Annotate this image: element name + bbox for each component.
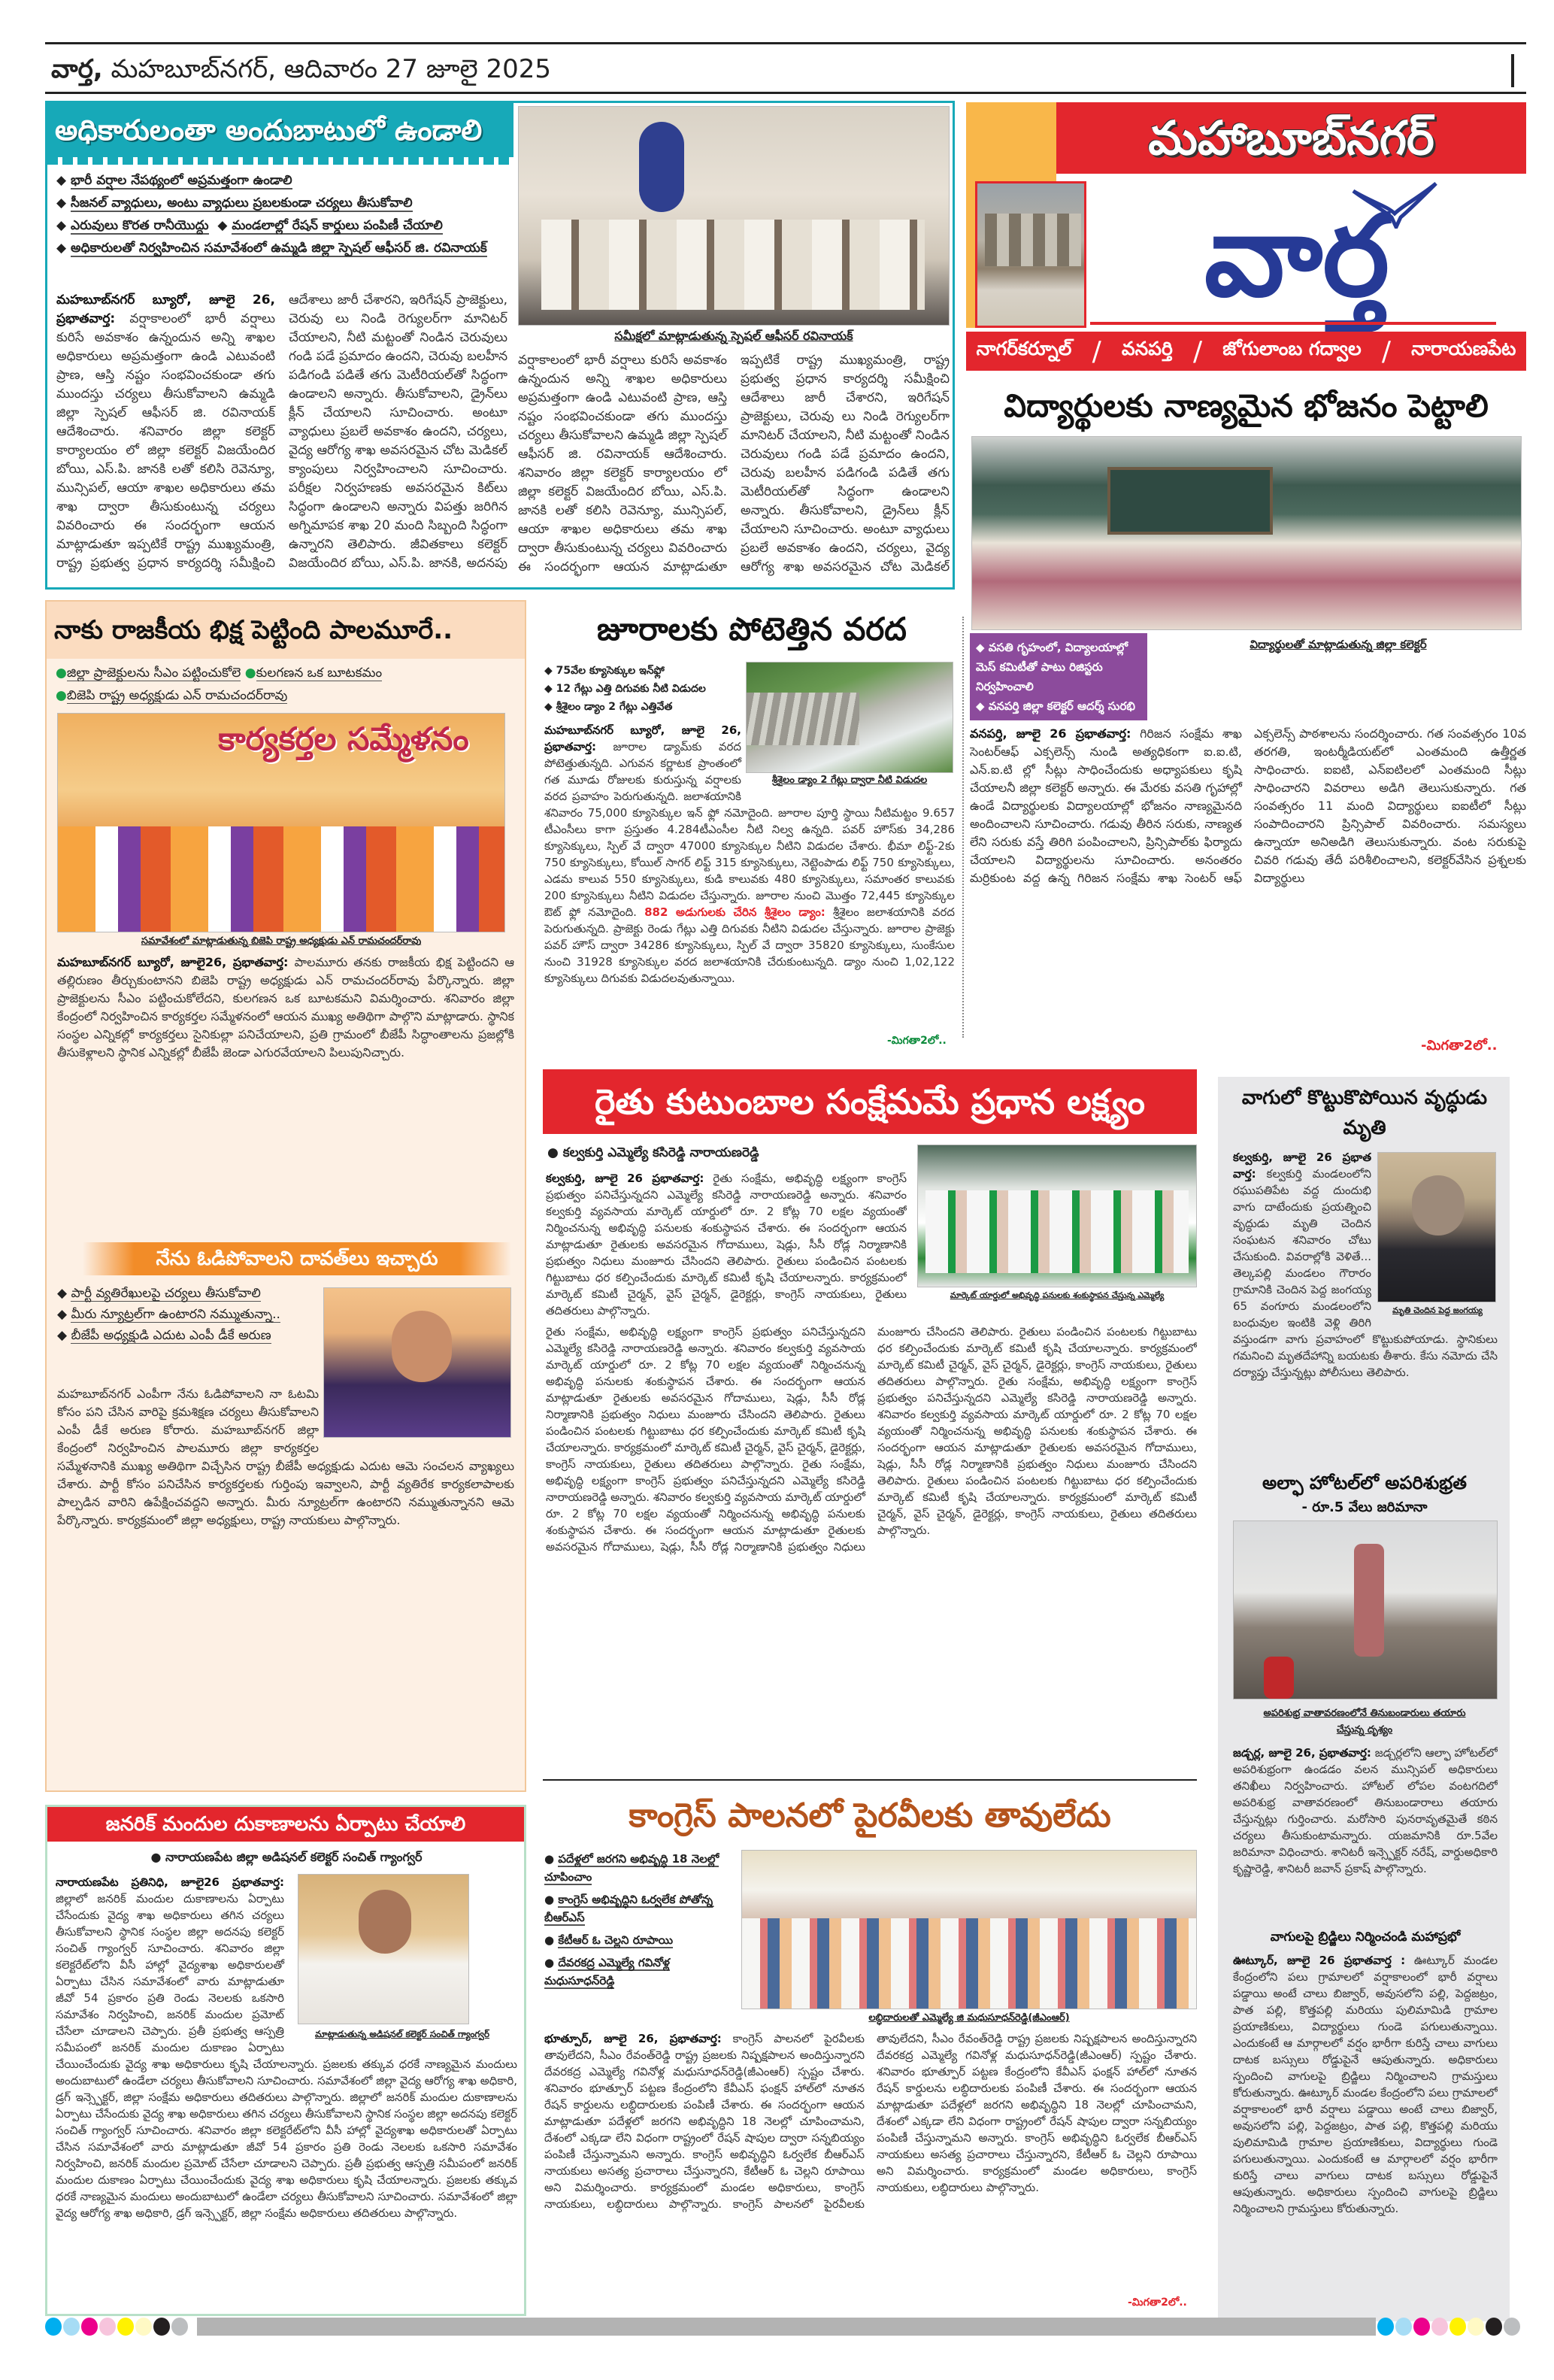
story10-banner bbox=[47, 1807, 524, 1842]
registration-dot bbox=[63, 2318, 80, 2336]
registration-dot bbox=[1431, 2318, 1448, 2336]
district-wanaparthy: వనపర్తి bbox=[1121, 338, 1173, 359]
top-rule bbox=[45, 42, 1526, 44]
story1-bullets bbox=[56, 169, 507, 259]
registration-dot bbox=[45, 2318, 62, 2336]
story7-body: కల్వకుర్తి, జూలై 26 ప్రభాత వార్త: కల్వకుర్తి మండలంలోని రఘుపతిపేట వద్ద దుందుభి వాగు దాటేందుకు ప్రయత్నించి వృద్ధుడు మృతి చెందిన సంఘటన శనివారం చోటు చేసుకుంది. వివరాల్లోకి వెళితే... తెల్కపల్లి మండలం గౌరారం గ్రామానికి చెందిన పెద్ద జంగయ్య 65 వంగూరు మండలంలోని బంధువుల ఇంటికి వెళ్లి తిరిగి వస్తుండగా వాగు ప్రవాహంలో కొట్టుకుపోయాడు. స్థానికులు గమనించి మృతదేహాన్ని బయటకు తీశారు. కేసు నమోదు చేసి దర్యాప్తు చేస్తున్నట్లు పోలీసులు తెలిపారు. bbox=[1233, 1151, 1498, 1379]
story7-headline: వాగులో కొట్టుకొపోయిన వృద్ధుడు మృతి bbox=[1241, 1087, 1488, 1139]
story4-banner bbox=[83, 1242, 511, 1275]
registration-dot bbox=[1504, 2318, 1520, 2336]
story11-headline: కాంగ్రెస్ పాలనలో పైరవీలకు తావులేదు bbox=[629, 1796, 1111, 1835]
people-row bbox=[58, 826, 505, 932]
story1-body-cont: వర్షాకాలంలో భారీ వర్షాలు కురిసే అవకాశం ఉన్నందున అన్ని శాఖల అధికారులు అప్రమత్తంగా ఉండి ఎటువంటి ప్రాణ, ఆస్తి నష్టం సంభవించకుండా తగు ముందస్తు చర్యలు తీసుకోవాలని ఉమ్మడి జిల్లా స్పెషల్ ఆఫీసర్ జి. రవినాయక్ ఆదేశించారు. శనివారం జిల్లా కలెక్టర్ కార్యాలయం లో జిల్లా కలెక్టర్ విజయేందిర బోయి, ఎస్.పి. జానకి లతో కలిసి రెవెన్యూ, మున్సిపల్, ఆయా శాఖల అధికారులు తమ శాఖ ద్వారా తీసుకుంటున్న చర్యలు వివరించారు ఈ సందర్భంగా ఆయన మాట్లాడుతూ ఇప్పటికే రాష్ట్ర ముఖ్యమంత్రి, రాష్ట్ర ప్రభుత్వ ప్రధాన కార్యదర్శి సమీక్షించి ఆదేశాలు జారీ చేశారని, ఇరిగేషన్ ప్రాజెక్టులు, చెరువు లు నిండి రెగ్యులర్‌గా మానిటర్ చేయాలని, నీటి మట్టంతో నిండిన చెరువులు గండి పడే ప్రమాదం ఉందని, చెరువు బలహీన పడిగండి పడితే తగు మెటీరియల్‌తో సిద్ధంగా ఉండాలని అన్నారు. తీసుకోవాలని, డ్రైన్‌లు క్లీన్ చేయాలని సూచించారు. అంటూ వ్యాధులు ప్రబలే అవకాశం ఉందని, చర్యలు, వైద్య ఆరోగ్య శాఖ అవసరమైన చోట మెడికల్ bbox=[518, 353, 950, 575]
bullet: ◆ మీరు న్యూట్రల్‌గా ఉంటారని నమ్ముతున్నా.. bbox=[57, 1307, 280, 1322]
story5-bullets bbox=[544, 662, 740, 716]
float-spacer bbox=[284, 1874, 517, 2047]
district-nagarkurnool: నాగర్‌కర్నూల్ bbox=[976, 338, 1072, 359]
bullet: ● కాంగ్రెస్ అభివృద్ధిని ఓర్వలేక పోతోన్న బీఆర్ఎస్ bbox=[544, 1893, 713, 1924]
story3-body: మహబూబ్‌నగర్ బ్యూరో, జూలై26, ప్రభాతవార్త: పాలమూరు తనకు రాజకీయ భిక్ష పెట్టిందని ఆ తల్లిరుణం తీర్చుకుంటానని బిజెపి రాష్ట్ర అధ్యక్షుడు ఎన్ రామచందర్‌రావు పేర్కొన్నారు. జిల్లా ప్రాజెక్టులను సీఎం పట్టించుకోలేదని, కులగణన ఒక బూటకమని విమర్శించారు. శనివారం జిల్లా కేంద్రంలో నిర్వహించిన కార్యకర్తల సమ్మేళనంలో ఆయన ముఖ్య అతిథిగా పాల్గొని మాట్లాడారు. స్థానిక సంస్థల ఎన్నికల్లో కార్యకర్తలు సైనికుల్లా పనిచేయాలని, ప్రతి గ్రామంలో బీజేపీ సిద్ధాంతాలను ప్రజల్లోకి తీసుకెళ్లాలని స్థానిక ఎన్నికల్లో బీజేపీ జెండా ఎగురవేయాలని పిలుపునిచ్చారు. bbox=[57, 955, 514, 1060]
person-face bbox=[392, 1311, 452, 1382]
registration-marks-left bbox=[45, 2318, 188, 2336]
bullet: ◆ 75వేల క్యూసెక్కుల ఇన్‌ఫ్లో bbox=[544, 665, 665, 677]
masthead bbox=[966, 102, 1526, 378]
bullet: ◆ పార్టీ వ్యతిరేఖులపై చర్యలు తీసుకోవాలి bbox=[57, 1286, 261, 1301]
market-yard-photo bbox=[917, 1145, 1197, 1287]
masthead-red-band bbox=[1056, 102, 1526, 174]
story6-caption: మార్కెట్ యార్డులో అభివృద్ధి పనులకు శంకుస్థాపన చేస్తున్న ఎమ్మెల్యే bbox=[950, 1290, 1165, 1300]
beneficiaries-photo bbox=[741, 1850, 1197, 2009]
story9-headline: వాగులపై బ్రిడ్జిలు నిర్మించండి మహాప్రభో bbox=[1270, 1930, 1461, 1945]
folio-rule bbox=[45, 92, 1526, 94]
folio-paper: వార్త, bbox=[51, 54, 103, 84]
story11-continued[interactable]: -మిగతా2లో.. bbox=[1128, 2297, 1187, 2309]
registration-dot bbox=[1413, 2318, 1430, 2336]
registration-dot bbox=[99, 2318, 116, 2336]
registration-marks-right bbox=[1377, 2318, 1520, 2336]
bullet: ◆ వసతి గృహంలో, విద్యాలయాల్లో మెస్ కమిటీతో పాటు రిజిస్టరు నిర్వహించాలి bbox=[976, 641, 1128, 693]
telangana-logo bbox=[639, 122, 684, 212]
bullet: ● పదేళ్లలో జరగని అభివృద్ధి 18 నెలల్లో చూపించాం bbox=[544, 1852, 719, 1884]
story3-headline: నాకు రాజకీయ భిక్ష పెట్టింది పాలమూరే.. bbox=[47, 602, 525, 659]
story11-body: భూత్పూర్, జూలై 26, ప్రభాతవార్త: కాంగ్రెస్ పాలనలో పైరవీలకు తావులేదని, సీఎం రేవంత్‌రెడ్డి రాష్ట్ర ప్రజలకు నిష్పక్షపాలన అందిస్తున్నారని దేవరకద్ర ఎమ్మెల్యే గవినోళ్ల మధుసూధన్‌రెడ్డి(జీఎంఆర్) స్పష్టం చేశారు. శనివారం భూత్పూర్ పట్టణ కేంద్రంలోని కేవీఎస్ ఫంక్షన్ హాల్‌లో నూతన రేషన్ కార్డులను లబ్ధిదారులకు పంపిణీ చేశారు. ఈ సందర్భంగా ఆయన మాట్లాడుతూ పదేళ్లలో జరగని అభివృద్ధిని 18 నెలల్లో చూపించామని, దేశంలో ఎక్కడా లేని విధంగా రాష్ట్రంలో రేషన్ షాపుల ద్వారా సన్నబియ్యం పంపిణీ చేస్తున్నామని అన్నారు. కాంగ్రెస్ అభివృద్ధిని ఓర్వలేక బీఆర్ఎస్ నాయకులు అసత్య ప్రచారాలు చేస్తున్నారని, కేటీఆర్ ఓ చెల్లని రూపాయి అని విమర్శించారు. కార్యక్రమంలో మండల అధికారులు, కాంగ్రెస్ నాయకులు, లబ్ధిదారులు పాల్గొన్నారు. కాంగ్రెస్ పాలనలో పైరవీలకు తావులేదని, సీఎం రేవంత్‌రెడ్డి రాష్ట్ర ప్రజలకు నిష్పక్షపాలన అందిస్తున్నారని దేవరకద్ర ఎమ్మెల్యే గవినోళ్ల మధుసూధన్‌రెడ్డి(జీఎంఆర్) స్పష్టం చేశారు. శనివారం భూత్పూర్ పట్టణ కేంద్రంలోని కేవీఎస్ ఫంక్షన్ హాల్‌లో నూతన రేషన్ కార్డులను లబ్ధిదారులకు పంపిణీ చేశారు. ఈ సందర్భంగా ఆయన మాట్లాడుతూ పదేళ్లలో జరగని అభివృద్ధిని 18 నెలల్లో చూపించామని, దేశంలో ఎక్కడా లేని విధంగా రాష్ట్రంలో రేషన్ షాపుల ద్వారా సన్నబియ్యం పంపిణీ చేస్తున్నామని అన్నారు. కాంగ్రెస్ అభివృద్ధిని ఓర్వలేక బీఆర్ఎస్ నాయకులు అసత్య ప్రచారాలు చేస్తున్నారని, కేటీఆర్ ఓ చెల్లని రూపాయి అని విమర్శించారు. కార్యక్రమంలో మండల అధికారులు, కాంగ్రెస్ నాయకులు, లబ్ధిదారులు పాల్గొన్నారు. bbox=[544, 2032, 1197, 2211]
headline-scallop bbox=[47, 157, 513, 165]
story10-caption: మాట్లాడుతున్న అడిషనల్ కలెక్టర్ సంచిత్ గ్యాంగ్వర్ bbox=[315, 2029, 489, 2039]
story1-caption: సమీక్షలో మాట్లాడుతున్న స్పెషల్ ఆఫీసర్ రవినాయక్ bbox=[614, 329, 853, 343]
story6-bullets bbox=[547, 1141, 908, 1164]
bullet: ● నారాయణపేట జిల్లా అడిషనల్ కలెక్టర్ సంచిత్ గ్యాంగ్వర్ bbox=[150, 1850, 423, 1864]
story2-continued[interactable]: -మిగతా2లో.. bbox=[1421, 1038, 1498, 1054]
masthead-city: మహాబూబ్‌నగర్ bbox=[1148, 111, 1434, 165]
bullet: ●బిజెపి రాష్ట్ర అధ్యక్షుడు ఎన్ రామచందర్‌రావు bbox=[56, 688, 288, 703]
district-narayanpet: నారాయణపేట bbox=[1411, 338, 1516, 359]
registration-dot bbox=[171, 2318, 188, 2336]
bullet: ● దేవరకద్ర ఎమ్మెల్యే గవినోళ్ల మధుసూధన్‌రెడ్డి bbox=[544, 1956, 670, 1987]
page-marker bbox=[1511, 54, 1514, 87]
registration-dot bbox=[1377, 2318, 1394, 2336]
float-spacer bbox=[1371, 1149, 1498, 1322]
story3-caption: సమావేశంలో మాట్లాడుతున్న బిజెపి రాష్ట్ర అధ్యక్షుడు ఎన్ రామచందర్‌రావు bbox=[141, 935, 422, 947]
bullet: ◆ అధికారులతో నిర్వహించిన సమావేశంలో ఉమ్మడి జిల్లా స్పెషల్ ఆఫీసర్ జి. రవినాయక్ bbox=[56, 241, 487, 256]
story1-body: మహబూబ్‌నగర్ బ్యూరో, జూలై 26, ప్రభాతవార్త: వర్షాకాలంలో భారీ వర్షాలు కురిసే అవకాశం ఉన్నందున అన్ని శాఖల అధికారులు అప్రమత్తంగా ఉండి ఎటువంటి ప్రాణ, ఆస్తి నష్టం సంభవించకుండా తగు ముందస్తు చర్యలు తీసుకోవాలని ఉమ్మడి జిల్లా స్పెషల్ ఆఫీసర్ జి. రవినాయక్ ఆదేశించారు. శనివారం జిల్లా కలెక్టర్ కార్యాలయం లో జిల్లా కలెక్టర్ విజయేందిర బోయి, ఎస్.పి. జానకి లతో కలిసి రెవెన్యూ, మున్సిపల్, ఆయా శాఖల అధికారులు తమ శాఖ ద్వారా తీసుకుంటున్న చర్యలు వివరించారు ఈ సందర్భంగా ఆయన మాట్లాడుతూ ఇప్పటికే రాష్ట్ర ముఖ్యమంత్రి, రాష్ట్ర ప్రభుత్వ ప్రధాన కార్యదర్శి సమీక్షించి ఆదేశాలు జారీ చేశారని, ఇరిగేషన్ ప్రాజెక్టులు, చెరువు లు నిండి రెగ్యులర్‌గా మానిటర్ చేయాలని, నీటి మట్టంతో నిండిన చెరువులు గండి పడే ప్రమాదం ఉందని, చెరువు బలహీన పడిగండి పడితే తగు మెటీరియల్‌తో సిద్ధంగా ఉండాలని అన్నారు. తీసుకోవాలని, డ్రైన్‌లు క్లీన్ చేయాలని సూచించారు. అంటూ వ్యాధులు ప్రబలే అవకాశం ఉందని, చర్యలు, వైద్య ఆరోగ్య శాఖ అవసరమైన చోట మెడికల్ క్యాంపులు నిర్వహించాలని సూచించారు. పరీక్షల నిర్వహణకు అవసరమైన కిట్‌లు సిద్ధంగా ఉండాలని అన్నారు విపత్తు జరిగిన అగ్నిమాపక శాఖ 20 మంది సిబ్బంది సిద్ధంగా ఉన్నారని తెలిపారు. జీవితకాలు కలెక్టర్ విజయేందిర బోయి, ఎస్.పి. జానకి, అదనపు bbox=[56, 293, 507, 571]
person bbox=[1354, 1544, 1384, 1657]
story10-body: నారాయణపేట ప్రతినిధి, జూలై26 ప్రభాతవార్త: జిల్లాలో జనరిక్ మందుల దుకాణాలను ఏర్పాటు చేసేందుకు వైద్య శాఖ అధికారులు తగిన చర్యలు తీసుకోవాలని స్థానిక సంస్థల జిల్లా అదనపు కలెక్టర్ సంచిత్ గ్యాంగ్వర్ సూచించారు. శనివారం జిల్లా కలెక్టరేట్‌లోని వీసీ హాల్లో వైద్యశాఖ అధికారులతో ఏర్పాటు చేసిన సమావేశంలో వారు మాట్లాడుతూ జీవో 54 ప్రకారం ప్రతి రెండు నెలలకు ఒకసారి సమావేశం నిర్వహించి, జనరిక్ మందుల ప్రమోట్ చేసేలా చూడాలని చెప్పారు. ప్రతీ ప్రభుత్వ ఆస్పత్రి సమీపంలో జనరిక్ మందుల దుకాణం ఏర్పాటు చేయించేందుకు వైద్య శాఖ అధికారులు కృషి చేయాలన్నారు. ప్రజలకు తక్కువ ధరకే నాణ్యమైన మందులు అందుబాటులో ఉండేలా చర్యలు తీసుకోవాలని సూచించారు. సమావేశంలో జిల్లా వైద్య ఆరోగ్య శాఖ అధికారి, డ్రగ్ ఇన్స్పెక్టర్, జిల్లా సంక్షేమ అధికారులు తదితరులు పాల్గొన్నారు. జిల్లాలో జనరిక్ మందుల దుకాణాలను ఏర్పాటు చేసేందుకు వైద్య శాఖ అధికారులు తగిన చర్యలు తీసుకోవాలని స్థానిక సంస్థల జిల్లా అదనపు కలెక్టర్ సంచిత్ గ్యాంగ్వర్ సూచించారు. శనివారం జిల్లా కలెక్టరేట్‌లోని వీసీ హాల్లో వైద్యశాఖ అధికారులతో ఏర్పాటు చేసిన సమావేశంలో వారు మాట్లాడుతూ జీవో 54 ప్రకారం ప్రతి రెండు నెలలకు ఒకసారి సమావేశం నిర్వహించి, జనరిక్ మందుల ప్రమోట్ చేసేలా చూడాలని చెప్పారు. ప్రతీ ప్రభుత్వ ఆస్పత్రి సమీపంలో జనరిక్ మందుల దుకాణం ఏర్పాటు చేయించేందుకు వైద్య శాఖ అధికారులు కృషి చేయాలన్నారు. ప్రజలకు తక్కువ ధరకే నాణ్యమైన మందులు అందుబాటులో ఉండేలా చర్యలు తీసుకోవాలని సూచించారు. సమావేశంలో జిల్లా వైద్య ఆరోగ్య శాఖ అధికారి, డ్రగ్ ఇన్స్పెక్టర్, జిల్లా సంక్షేమ అధికారులు తదితరులు పాల్గొన్నారు. bbox=[56, 1875, 517, 2220]
district-gadwal: జోగులాంబ గద్వాల bbox=[1222, 338, 1362, 359]
story2-headline: విద్యార్థులకు నాణ్యమైన భోజనం పెట్టాలి bbox=[1004, 387, 1489, 424]
story4-body: మహబూబ్‌నగర్ ఎంపీగా నేను ఓడిపోవాలని నా ఓటమి కోసం పని చేసిన వారిపై క్రమశిక్షణ చర్యలు తీసుకోవాలని ఎంపీ డీకే అరుణ కోరారు. మహబూబ్‌నగర్ జిల్లా కేంద్రంలో నిర్వహించిన పాలమూరు జిల్లా కార్యకర్తల సమ్మేళనానికి ముఖ్య అతిథిగా విచ్చేసిన రాష్ట్ర బీజేపీ అధ్యక్షుడు ఎదుట ఆమె సంచలన వ్యాఖ్యలు చేశారు. పార్టీ కోసం పనిచేసిన కార్యకర్తలకు గుర్తింపు ఇవ్వాలని, పార్టీ వ్యతిరేక కార్యకలాపాలకు పాల్పడిన వారిని ఉపేక్షించవద్దని అన్నారు. మీరు న్యూట్రల్‌గా ఉంటారని నమ్ముతున్నానని ఆమె పేర్కొన్నారు. కార్యక్రమంలో జిల్లా అధ్యక్షులు, రాష్ట్ర నాయకులు పాల్గొన్నారు. bbox=[57, 1387, 514, 1527]
story8-caption: అపరిశుభ్ర వాతావరణంలోనే తినుబండారులు తయారు చేస్తున్న దృశ్యం bbox=[1263, 1708, 1466, 1736]
logo-underline bbox=[1090, 322, 1496, 325]
bullet: ◆ సీజనల్ వ్యాధులు, అంటు వ్యాధులు ప్రబలకుండా చర్యలు తీసుకోవాలి bbox=[56, 196, 413, 211]
people-row bbox=[742, 1918, 1197, 2009]
bullet: ● కల్వకుర్తి ఎమ్మెల్యే కసిరెడ్డి నారాయణరెడ్డి bbox=[547, 1145, 759, 1160]
story8-subhead: - రూ.5 వేలు జరిమానా bbox=[1301, 1499, 1428, 1515]
dam-photo bbox=[975, 181, 1086, 328]
story9-body: ఊట్కూర్, జూలై 26 ప్రభాతవార్త : ఊట్కూర్ మండల కేంద్రంలోని పలు గ్రామాలలో వర్షాకాలంలో భారీ వర్షాలు పడ్డాయి అంటే చాలు బిజ్వార్, అవుసలోని పల్లి, పెద్దజట్రం, పాత పల్లి, కొత్తపల్లి మరియు పులిమామిడి గ్రామాల ప్రయాణికులు, విద్యార్థులు గుండె పగులుతున్నాయి. ఎందుకంటే ఆ మార్గాలలో వర్షం భారీగా కురిస్తే చాలు వాగులు దాటక బస్సులు రోడ్డుపైనే ఆపుతున్నారు. అధికారులు స్పందించి వాగులపై బ్రిడ్జిలు నిర్మించాలని గ్రామస్తులు కోరుతున్నారు. ఊట్కూర్ మండల కేంద్రంలోని పలు గ్రామాలలో వర్షాకాలంలో భారీ వర్షాలు పడ్డాయి అంటే చాలు బిజ్వార్, అవుసలోని పల్లి, పెద్దజట్రం, పాత పల్లి, కొత్తపల్లి మరియు పులిమామిడి గ్రామాల ప్రయాణికులు, విద్యార్థులు గుండె పగులుతున్నాయి. ఎందుకంటే ఆ మార్గాలలో వర్షం భారీగా కురిస్తే చాలు వాగులు దాటక బస్సులు రోడ్డుపైనే ఆపుతున్నారు. అధికారులు స్పందించి వాగులపై బ్రిడ్జిలు నిర్మించాలని గ్రామస్తులు కోరుతున్నారు. bbox=[1233, 1954, 1498, 2215]
district-separator: / bbox=[1192, 335, 1203, 367]
registration-dot bbox=[81, 2318, 98, 2336]
story6-body-cont: రైతు సంక్షేమ, అభివృద్ధి లక్ష్యంగా కాంగ్రెస్ ప్రభుత్వం పనిచేస్తున్నదని ఎమ్మెల్యే కసిరెడ్డి నారాయణరెడ్డి అన్నారు. శనివారం కల్వకుర్తి వ్యవసాయ మార్కెట్ యార్డులో రూ. 2 కోట్ల 70 లక్షల వ్యయంతో నిర్మించనున్న అభివృద్ధి పనులకు శంకుస్థాపన చేశారు. ఈ సందర్భంగా ఆయన మాట్లాడుతూ రైతులకు అవసరమైన గోదాములు, షెడ్లు, సీసీ రోడ్ల నిర్మాణానికి ప్రభుత్వం నిధులు మంజూరు చేసిందని తెలిపారు. రైతులు పండించిన పంటలకు గిట్టుబాటు ధర కల్పించేందుకు మార్కెట్ కమిటీ కృషి చేయాలన్నారు. కార్యక్రమంలో మార్కెట్ కమిటీ చైర్మన్, వైస్ చైర్మన్, డైరెక్టర్లు, కాంగ్రెస్ నాయకులు, రైతులు తదితరులు పాల్గొన్నారు. రైతు సంక్షేమ, అభివృద్ధి లక్ష్యంగా కాంగ్రెస్ ప్రభుత్వం పనిచేస్తున్నదని ఎమ్మెల్యే కసిరెడ్డి నారాయణరెడ్డి అన్నారు. శనివారం కల్వకుర్తి వ్యవసాయ మార్కెట్ యార్డులో రూ. 2 కోట్ల 70 లక్షల వ్యయంతో నిర్మించనున్న అభివృద్ధి పనులకు శంకుస్థాపన చేశారు. ఈ సందర్భంగా ఆయన మాట్లాడుతూ రైతులకు అవసరమైన గోదాములు, షెడ్లు, సీసీ రోడ్ల నిర్మాణానికి ప్రభుత్వం నిధులు మంజూరు చేసిందని తెలిపారు. రైతులు పండించిన పంటలకు గిట్టుబాటు ధర కల్పించేందుకు మార్కెట్ కమిటీ కృషి చేయాలన్నారు. కార్యక్రమంలో మార్కెట్ కమిటీ చైర్మన్, వైస్ చైర్మన్, డైరెక్టర్లు, కాంగ్రెస్ నాయకులు, రైతులు తదితరులు పాల్గొన్నారు. రైతు సంక్షేమ, అభివృద్ధి లక్ష్యంగా కాంగ్రెస్ ప్రభుత్వం పనిచేస్తున్నదని ఎమ్మెల్యే కసిరెడ్డి నారాయణరెడ్డి అన్నారు. శనివారం కల్వకుర్తి వ్యవసాయ మార్కెట్ యార్డులో రూ. 2 కోట్ల 70 లక్షల వ్యయంతో నిర్మించనున్న అభివృద్ధి పనులకు శంకుస్థాపన చేశారు. ఈ సందర్భంగా ఆయన మాట్లాడుతూ రైతులకు అవసరమైన గోదాములు, షెడ్లు, సీసీ రోడ్ల నిర్మాణానికి ప్రభుత్వం నిధులు మంజూరు చేసిందని తెలిపారు. రైతులు పండించిన పంటలకు గిట్టుబాటు ధర కల్పించేందుకు మార్కెట్ కమిటీ కృషి చేయాలన్నారు. కార్యక్రమంలో మార్కెట్ కమిటీ చైర్మన్, వైస్ చైర్మన్, డైరెక్టర్లు, కాంగ్రెస్ నాయకులు, రైతులు తదితరులు పాల్గొన్నారు. bbox=[546, 1325, 1197, 1554]
people-row bbox=[541, 220, 925, 310]
story2-caption: విద్యార్థులతో మాట్లాడుతున్న జిల్లా కలెక్టర్ bbox=[1250, 638, 1427, 651]
section-rule bbox=[543, 1779, 1197, 1781]
district-band bbox=[966, 332, 1526, 371]
float-spacer bbox=[319, 1385, 514, 1445]
registration-dot bbox=[153, 2318, 170, 2336]
story8-body: జడ్చర్ల, జూలై 26, ప్రభాతవార్త: జడ్చర్లలోని ఆల్ఫా హోటల్‌లో అపరిశుభ్రంగా ఉండడం వలన మున్సిపల్ అధికారులు తనిఖీలు నిర్వహించారు. హోటల్ లోపల వంటగదిలో అపరిశుభ్ర వాతావరణంలో తినుబండారాలు తయారు చేస్తున్నట్లు గుర్తించారు. మరోసారి పునరావృతమైతే కఠిన చర్యలు తీసుకుంటామన్నారు. యజమానికి రూ.5వేల జరిమానా విధించారు. శానిటరీ ఇన్స్పెక్టర్ నరేష్, వార్డుఅధికారి కృష్ణారెడ్డి, శానిటరీ జవాన్ ప్రకాష్ పాల్గొన్నారు. bbox=[1233, 1746, 1498, 1875]
story4-bullets bbox=[57, 1283, 317, 1346]
meeting-photo bbox=[518, 106, 950, 326]
story2-deck bbox=[970, 633, 1147, 720]
bullet: ● కేటీఆర్ ఓ చెల్లని రూపాయి bbox=[544, 1933, 673, 1947]
dam-pillars bbox=[985, 214, 1081, 266]
district-separator: / bbox=[1092, 335, 1101, 367]
bullet: ◆ భారీ వర్షాల నేపథ్యంలో అప్రమత్తంగా ఉండాలి bbox=[56, 173, 292, 188]
bullet: ◆ వనపర్తి జిల్లా కలెక్టర్ ఆదర్శ్ సురభి bbox=[976, 699, 1135, 713]
story-special-officer bbox=[45, 101, 955, 590]
column-divider bbox=[962, 617, 964, 1038]
story3-bullets bbox=[56, 662, 522, 707]
folio-line bbox=[51, 54, 551, 90]
story1-headline: అధికారులంతా అందుబాటులో ఉండాలి bbox=[55, 114, 483, 147]
classroom-photo bbox=[971, 436, 1522, 630]
story6-headline: రైతు కుటుంబాల సంక్షేమమే ప్రధాన లక్ష్యం bbox=[595, 1081, 1145, 1122]
registration-dot bbox=[1486, 2318, 1502, 2336]
blackboard bbox=[1107, 467, 1273, 535]
story8-headline: అల్ఫా హోటల్‌లో అపరిశుభ్రత bbox=[1262, 1472, 1467, 1493]
story10-headline: జనరిక్ మందుల దుకాణాలను ఏర్పాటు చేయాలి bbox=[105, 1813, 466, 1836]
registration-dot bbox=[1468, 2318, 1484, 2336]
float-spacer bbox=[741, 722, 955, 797]
headline-bar bbox=[47, 103, 513, 157]
story5-continued[interactable]: -మిగతా2లో.. bbox=[887, 1035, 947, 1047]
story5-body: మహబూబ్‌నగర్ బ్యూరో, జూలై 26, ప్రభాతవార్త: జూరాల డ్యామ్‌కు వరద పోటెత్తుతున్నది. ఎగువన కర్ణాటక ప్రాంతంలో గత మూడు రోజులకు కురుస్తున్న వర్షాలకు వరద ప్రవాహం పెరుగుతున్నది. జలాశయానికి శనివారం 75,000 క్యూసెక్కుల ఇన్ ఫ్లో నమోదైంది. జూరాల పూర్తి స్థాయి నీటిమట్టం 9.657 టీఎంసీలు కాగా ప్రస్తుతం 4.284టీఎంసీల నీటి నిల్వ ఉన్నది. పవర్ హౌస్‌కు 34,286 క్యూసెక్కులు, స్పిల్ వే ద్వారా 47000 క్యూసెక్కుల నీటిని విడుదల చేశారు. భీమా లిఫ్ట్-2కు 750 క్యూసెక్కులు, కోయిల్ సాగర్ లిఫ్ట్ 315 క్యూసెక్కులు, నెట్టెంపాడు లిఫ్ట్ 750 క్యూసెక్కులు, ఎడమ కాలువ 550 క్యూసెక్కులు, కుడి కాలువకు 480 క్యూసెక్కులు, సమాంతర కాలువకు 200 క్యూసెక్కులు నీటిని విడుదల చేస్తున్నారు. జూరాల నుంచి మొత్తం 72,445 క్యూసెక్కుల ఔట్ ఫ్లో నమోదైంది. 882 అడుగులకు చేరిన శ్రీశైలం డ్యాం: శ్రీశైలం జలాశయానికి వరద పెరుగుతున్నది. ప్రాజెక్టు రెండు గేట్లు ఎత్తి దిగువకు నీటిని విడుదల చేస్తున్నారు. జూరాల ప్రాజెక్టు పవర్ హౌస్ ద్వారా 34286 క్యూసెక్కులు, స్పిల్ వే ద్వారా 35820 క్యూసెక్కులు, సుంకేసుల నుంచి 31928 క్యూసెక్కుల వరద జలాశయానికి చేరుకుంటున్నది. డ్యాం నుంచి 1,02,122 క్యూసెక్కులు దిగువకు విడుదలవుతున్నాయి. bbox=[544, 723, 955, 985]
story4-headline: నేను ఓడిపోవాలని దావత్‌లు ఇచ్చారు bbox=[156, 1248, 438, 1270]
story11-bullets bbox=[544, 1850, 737, 1994]
story5-caption: శ్రీశైలం డ్యాం 2 గేట్లు ద్వారా నీటి విడుదల bbox=[771, 775, 928, 786]
registration-dot bbox=[1395, 2318, 1412, 2336]
masthead-logo: వార్త bbox=[1204, 191, 1390, 322]
footer-gray-bar bbox=[197, 2318, 1376, 2336]
bullet: ●జిల్లా ప్రాజెక్టులను సీఎం పట్టించుకోలె ●కులగణన ఒక బూటకమం bbox=[56, 665, 383, 681]
story10-bullets bbox=[56, 1847, 517, 1868]
banner-text: కార్యకర్తల సమ్మేళనం bbox=[218, 720, 469, 757]
people-row bbox=[925, 1190, 1189, 1273]
registration-dot bbox=[135, 2318, 152, 2336]
hotel-kitchen-photo bbox=[1233, 1520, 1498, 1699]
story7-caption: మృతి చెందిన పెద్ద జంగయ్య bbox=[1392, 1305, 1483, 1315]
registration-dot bbox=[117, 2318, 134, 2336]
bullet: ◆ శ్రీశైలం డ్యాం 2 గేట్లు ఎత్తివేత bbox=[544, 701, 673, 713]
story6-banner bbox=[543, 1069, 1197, 1134]
story5-headline: జూరాలకు పోటెత్తిన వరద bbox=[597, 611, 907, 647]
registration-dot bbox=[1449, 2318, 1466, 2336]
bullet: ◆ 12 గేట్లు ఎత్తి దిగువకు నీటి విడుదల bbox=[544, 683, 706, 695]
bullet: ◆ బీజేపీ అధ్యక్షుడి ఎదుట ఎంపీ డీకే అరుణ bbox=[57, 1328, 271, 1343]
story2-body: వనపర్తి, జూలై 26 ప్రభాతవార్త: గిరిజన సంక్షేమ శాఖ సెంటర్‌ఆఫ్ ఎక్సలెన్స్ నుండి అత్యధికంగా ఐ.ఐ.టి, ఎన్.ఐ.టి ల్లో సీట్లు సాధించేందుకు అధ్యాపకులు కృషి చేయాలనీ జిల్లా కలెక్టర్ అన్నారు. ఈ మేరకు వసతి గృహాల్లో ఉండే విద్యార్థులకు విద్యాలయాల్లో భోజనం నాణ్యమైనది అందించాలని సూచించారు. గడువు తీరిన సరుకు, నాణ్యత లేని సరుకు వస్తే తిరిగి పంపించాలని, ప్రిన్సిపాల్‌కు ఫిర్యాదు చేయాలని విద్యార్థులను సూచించారు. అనంతరం మర్రికుంట వద్ద ఉన్న గిరిజన సంక్షేమ శాఖ సెంటర్ ఆఫ్ ఎక్సలెన్స్ పాఠశాలను సందర్శించారు. గత సంవత్సరం 10వ తరగతి, ఇంటర్మీడియట్‌లో ఎంతమంది ఉత్తీర్ణత సాధించారు. ఐఐటి, ఎన్ఐటిలలో ఎంతమంది సీట్లు సాధించారని వివరాలు అడిగి తెలుసుకున్నారు. గత సంవత్సరం 11 మంది విద్యార్థులు ఐఐటీలో సీట్లు సంపాదించారని ప్రిన్సిపాల్ వివరించారు. సమస్యలు ఉన్నాయా అనిఅడిగి తెలుసుకున్నారు. వంట సరుకుపై చివరి గడువు తేదీ పరిశీలించాలని, కలెక్టర్‌వేసిన ప్రశ్నలకు విద్యార్థులు bbox=[970, 726, 1526, 885]
story6-body: కల్వకుర్తి, జూలై 26 ప్రభాతవార్త: రైతు సంక్షేమ, అభివృద్ధి లక్ష్యంగా కాంగ్రెస్ ప్రభుత్వం పనిచేస్తున్నదని ఎమ్మెల్యే కసిరెడ్డి నారాయణరెడ్డి అన్నారు. శనివారం కల్వకుర్తి వ్యవసాయ మార్కెట్ యార్డులో రూ. 2 కోట్ల 70 లక్షల వ్యయంతో నిర్మించనున్న అభివృద్ధి పనులకు శంకుస్థాపన చేశారు. ఈ సందర్భంగా ఆయన మాట్లాడుతూ రైతులకు అవసరమైన గోదాములు, షెడ్లు, సీసీ రోడ్ల నిర్మాణానికి ప్రభుత్వం నిధులు మంజూరు చేసిందని తెలిపారు. రైతులు పండించిన పంటలకు గిట్టుబాటు ధర కల్పించేందుకు మార్కెట్ కమిటీ కృషి చేయాలన్నారు. కార్యక్రమంలో మార్కెట్ కమిటీ చైర్మన్, వైస్ చైర్మన్, డైరెక్టర్లు, కాంగ్రెస్ నాయకులు, రైతులు తదితరులు పాల్గొన్నారు. bbox=[546, 1172, 907, 1317]
bullet: ◆ ఎరువులు కొరత రానీయొద్దు ◆ మండలాల్లో రేషన్ కార్డులు పంపిణీ చేయాలి bbox=[56, 218, 443, 233]
story5-subhead: 882 అడుగులకు చేరిన శ్రీశైలం డ్యాం: bbox=[644, 905, 825, 919]
district-separator: / bbox=[1381, 335, 1391, 367]
gas-cylinder bbox=[1264, 1657, 1294, 1699]
bjp-meeting-photo bbox=[57, 713, 505, 932]
story11-caption: లబ్ధిదారులతో ఎమ్మెల్యే జి మధుసూధన్‌రెడ్డి(జీఎంఆర్) bbox=[868, 2012, 1070, 2024]
folio-date: మహబూబ్‌నగర్, ఆదివారం 27 జూలై 2025 bbox=[111, 54, 551, 84]
